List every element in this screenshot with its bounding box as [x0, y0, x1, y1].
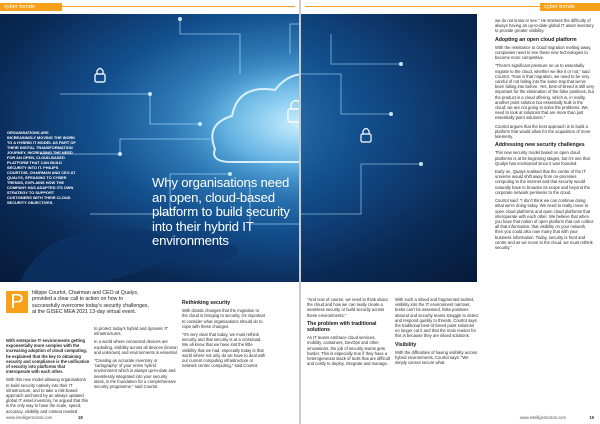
page-number: 18 — [78, 415, 83, 420]
right-column-3 — [495, 18, 595, 253]
paragraph: we do not know or see." He stresses the difficulty of always having an up-to-date global IT asset inventory to provide greater visibility. — [495, 18, 594, 34]
right-column-1 — [307, 297, 391, 369]
left-page — [0, 0, 299, 424]
right-column-2 — [395, 297, 479, 368]
footer-url: www.intelligentcisos.com — [6, 415, 53, 420]
paragraph: "It's very clear that today, we must rethink security and that security is at a crossroad. We all know that we have lost the little visibility that we had, especially today is that world where not only do we have to deal with our current computing infrastructure or network centric computing," said Courtot. — [182, 332, 266, 369]
intro-text: hilippe Courtot, Chairman and CEO at Qualys, provided a clear call to action on how to successfully overcome today's security challenges, at the GISEC MEA 2021 13-day virtual event. — [32, 290, 149, 316]
article-headline: Why organisations need an open, cloud-based platform to build security into their hybrid IT environments — [152, 175, 290, 249]
paragraph: Courtot argues that the best approach is to build a platform that would allow for the acquisition of more telemetry. — [495, 123, 591, 140]
paragraph: Courtot said: "I don't think we can continue doing what we're doing today. We need to really move to open cloud platforms and open cloud platforms that interoperate with each other. We believe that when you have that notion of open platform that can collect all that information, that visibility on your network, then you could also now marry that with your business information. Today, security is front and centre and as we move to the cloud, we must rethink security." — [495, 198, 594, 250]
section-tag: cyber trends — [540, 3, 600, 11]
section-tag: cyber trends — [0, 3, 62, 11]
paragraph: to protect today's hybrid and dynamic IT infrastructures. — [94, 326, 169, 337]
paragraph: With drastic changes that the migration to the cloud is bringing to security, it's important to consider what organisations should do to cope with these changes. — [182, 308, 266, 329]
paragraph: As IT teams embrace cloud services, mobility, containers, DevOps and other innovations, the job of security teams gets harder. This is especially true if they have a heterogeneous stack of tools that are difficult and costly to deploy, integrate and manage. — [307, 335, 391, 367]
paragraph: "And now of course, we need to think about the cloud and how we can really create a seamless security or build security across these environments." — [307, 297, 388, 318]
paragraph: "Creating an accurate inventory or 'cartography' of your entire hybrid environment which is always up-to-date and seamlessly integrated into your security stack, is the foundation for a comprehensive security programme," said Courtot. — [94, 358, 176, 390]
paragraph: "There's significant pressure on us to essentially migrate to the cloud, whether we like it or not," said Courtot. "Now is that migration, we need to be very careful of not falling into the same trap that we've been falling into before. Yes, best-of-breed is still very important for the elimination of the false positives, but the product is a cloud offering, which is, in reality, another point solution but essentially built in the cloud; we are not going to solve the problems. We need to look at solutions that are more than just essentially point solutions." — [495, 63, 595, 121]
paragraph: Early on, Qualys realised that the centre of the IT universe would shift away from on-premises computing to the internet and that security would naturally have to broaden its scope and beyond the corporate network perimeter to the cloud. — [495, 169, 590, 195]
section-heading: Visibility — [395, 341, 417, 348]
footer-url: www.intelligentcisos.com — [519, 415, 566, 420]
cloud-network-illustration — [301, 14, 477, 282]
section-heading: The problem with traditional solutions — [307, 320, 377, 334]
page-number: 19 — [589, 415, 594, 420]
left-column-2 — [94, 326, 178, 392]
header-rule — [58, 6, 295, 7]
paragraph: In a world where connected devices are exploding, visibility across all devices (known and unknown) and environments is essential. — [94, 339, 178, 355]
drop-cap: P — [6, 291, 28, 313]
section-heading: Addressing new security challenges — [495, 142, 585, 149]
hero-image — [0, 14, 299, 282]
sidebar-blurb: ORGANISATIONS ARE INCREASINGLY MOVING THE WORK TO A HYBRID IT MODEL AS PART OF THEIR DIGITAL TRANSFORMATION JOURNEY, INCREASING THE NEED FOR AN OPEN, CLOUD-BASED PLATFORM THAT CAN BUILD SECURITY INTO IT. PHILIPS COURTOIS, CHAIRMAN AND CEO AT QUALYS, SPEAKING TO CYBER TRENDS, EXPLAINS HOW THE COMPANY HAS ADAPTED ITS OWN STRATEGY TO SUPPORT CUSTOMERS WITH THEIR CLOUD SECURITY OBJECTIVES. — [7, 130, 76, 205]
intro-paragraph — [6, 290, 152, 316]
paragraph: With such a siloed and fragmented toolset, visibility into the IT environment narrows, breks can't be assessed, false positives abound and security teams struggle to detect and respond quickly to threats. Courtot says the traditional best-of-breed point solutions no longer cut it and that the main reason for this is because they are siloed solutions. — [395, 297, 479, 339]
header-rule — [305, 6, 542, 7]
section-heading: Adopting an open cloud platform — [495, 36, 577, 43]
paragraph: With enterprise IT environments getting exponentially more complex with the increasing adoption of cloud computing, he explained that the key to obtaining security and compliance is the unification of security into platforms that interoperate with each other. — [6, 338, 90, 375]
left-column-3 — [182, 297, 266, 371]
paragraph: This new security model based on open cloud platforms is at its beginning stages, but it's one that Qualys has envisioned since it was founded. — [495, 150, 590, 166]
left-column-1 — [6, 338, 90, 417]
right-page — [301, 0, 600, 424]
paragraph: With this new model allowing organisations to build security natively into their IT infrastructure, and to take a risk-based approach anchored by an always updated global IT asset inventory, he argued that this is the only way to have the scale, speed, accuracy, visibility and context needed — [6, 377, 89, 414]
section-heading: Rethinking security — [182, 300, 231, 306]
paragraph: With the difficulties of having visibility across hybrid environments, Courtot says: "We simply cannot secure what — [395, 349, 478, 366]
hero-image-continuation — [301, 14, 477, 282]
paragraph: With the resistance to cloud migration melting away, companies need to see these new technologies to become more competitive. — [495, 44, 592, 61]
